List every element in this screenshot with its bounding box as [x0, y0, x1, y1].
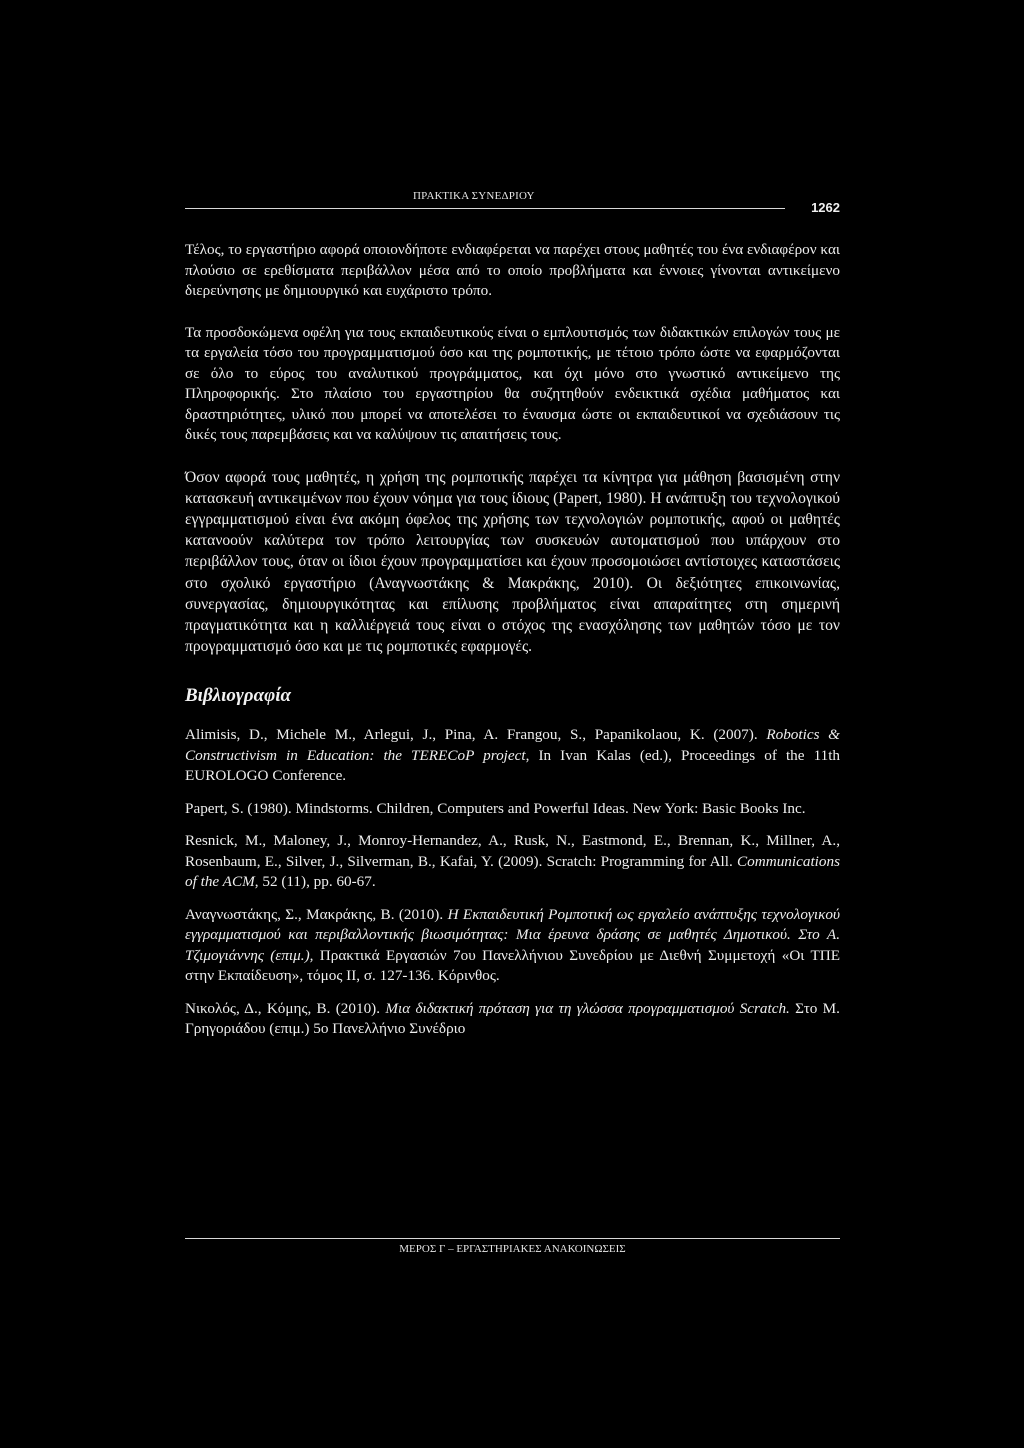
running-header — [185, 190, 840, 214]
page-footer — [185, 1238, 840, 1255]
reference-item — [185, 831, 840, 893]
footer-text: ΜΕΡΟΣ Γ – ΕΡΓΑΣΤΗΡΙΑΚΕΣ ΑΝΑΚΟΙΝΩΣΕΙΣ — [399, 1243, 626, 1255]
reference-italic: Robotics & Constructivism in Education: the TERECoP project — [185, 726, 840, 764]
page — [185, 190, 840, 1052]
paragraph: Τα προσδοκώμενα οφέλη για τους εκπαιδευτικούς είναι ο εμπλουτισμός των διδακτικών επιλογών τους με τα εργαλεία τόσο του προγραμματισμού όσο και της ρομποτικής, με τέτοιο τρόπο ώστε να εφαρμόζονται σε όλο το εύρος του αναλυτικού προγράμματος, και όχι μόνο στο γνωστικό αντικείμενο της Πληροφορικής. Στο πλαίσιο του εργαστηρίου θα συζητηθούν ενδεικτικά σχέδια μαθήματος και δραστηριότητες, υλικό που μπορεί να αποτελέσει το έναυσμα ώστε οι εκπαιδευτικοί να σχεδιάσουν τις δικές τους παρεμβάσεις και να καλύψουν τις απαιτήσεις τους. — [185, 323, 840, 443]
running-title: ΠΡΑΚΤΙΚΑ ΣΥΝΕΔΡΙΟΥ — [413, 190, 535, 202]
paragraph: Τέλος, το εργαστήριο αφορά οποιονδήποτε ενδιαφέρεται να παρέχει στους μαθητές του ένα ενδιαφέρον και πλούσιο σε ερεθίσματα περιβάλλον μέσα από το οποίο προβλήματα και έννοιες γίνονται αντικείμενο διερεύνησης με δημιουργικό και ευχάριστο τρόπο. — [185, 241, 840, 299]
page-number: 1262 — [811, 200, 840, 215]
reference-italic: Μια διδακτική πρόταση για τη γλώσσα προγραμματισμού Scratch. — [385, 999, 790, 1017]
reference-text: Alimisis, D., Michele M., Arlegui, J., Pina, A. Frangou, S., Papanikolaou, K. (2007). — [185, 726, 767, 744]
reference-item — [185, 799, 840, 820]
body-text — [185, 240, 840, 1040]
reference-item — [185, 999, 840, 1040]
reference-text: Papert, S. (1980). Mindstorms. Children, Computers and Powerful Ideas. New York: Basic Books Inc. — [185, 799, 806, 817]
reference-text: Νικολός, Δ., Κόμης, Β. (2010). — [185, 999, 386, 1017]
reference-text: Στο Μ. Γρηγοριάδου (επιμ.) 5ο Πανελλήνιο Συνέδριο — [185, 999, 840, 1038]
paragraph: Όσον αφορά τους μαθητές, η χρήση της ρομποτικής παρέχει τα κίνητρα για μάθηση βασισμένη στην κατασκευή αντικειμένων που έχουν νόημα για τους ίδιους (Papert, 1980). Η ανάπτυξη του τεχνολογικού εγγραμματισμού είναι ένα ακόμη όφελος της χρήσης των τεχνολογιών ρομποτικής, αφού οι μαθητές κατανοούν καλύτερα τον τρόπο λειτουργίας των συσκευών αυτοματισμού που υπάρχουν στο περιβάλλον τους, όταν οι ίδιοι έχουν προγραμματίσει και έχουν προσομοιώσει αντίστοιχες καταστάσεις στο σχολικό εργαστήριο (Αναγνωστάκης & Μακράκης, 2010). Οι δεξιότητες επικοινωνίας, συνεργασίας, δημιουργικότητας και επίλυσης προβλήματος είναι απαραίτητες στη σημερινή πραγματικότητα και η καλλιέργειά τους είναι ο στόχος της ενασχόλησης των μαθητών τόσο με τον προγραμματισμό όσο και με τις ρομποτικές εφαρμογές. — [185, 468, 840, 656]
reference-text: Resnick, M., Maloney, J., Monroy-Hernandez, A., Rusk, N., Eastmond, E., Brennan, K., Millner, A., Rosenbaum, E., Silver, J., Silverman, B., Kafai, Y. (2009). Scratch: Programming for All. — [185, 832, 840, 870]
reference-text: , 52 (11), pp. 60-67. — [254, 873, 376, 891]
reference-list — [185, 725, 840, 1040]
reference-italic: Communications of the ACM — [185, 852, 840, 891]
reference-text: Πρακτικά Εργασιών 7ου Πανελλήνιου Συνεδρίου με Διεθνή Συμμετοχή «Οι ΤΠΕ στην Εκπαίδευση», τόμος ΙΙ, σ. 127-136. Κόρινθος. — [185, 946, 840, 985]
reference-item — [185, 725, 840, 787]
reference-text: , In Ivan Kalas (ed.), Proceedings of the 11th EUROLOGO Conference. — [185, 746, 841, 785]
reference-text: Αναγνωστάκης, Σ., Μακράκης, Β. (2010). — [185, 905, 448, 923]
reference-italic: Η Εκπαιδευτική Ρομποτική ως εργαλείο ανάπτυξης τεχνολογικού εγγραμματισμού και περιβαλλοντικής βιωσιμότητας: Μια έρευνα δράσης σε μαθητές Δημοτικού. Στο Α. Τζιμογιάννης (επιμ.), — [185, 905, 840, 964]
header-rule — [185, 208, 785, 209]
bibliography-heading: Βιβλιογραφία — [185, 685, 292, 707]
footer-rule — [185, 1238, 840, 1239]
reference-item — [185, 905, 840, 987]
